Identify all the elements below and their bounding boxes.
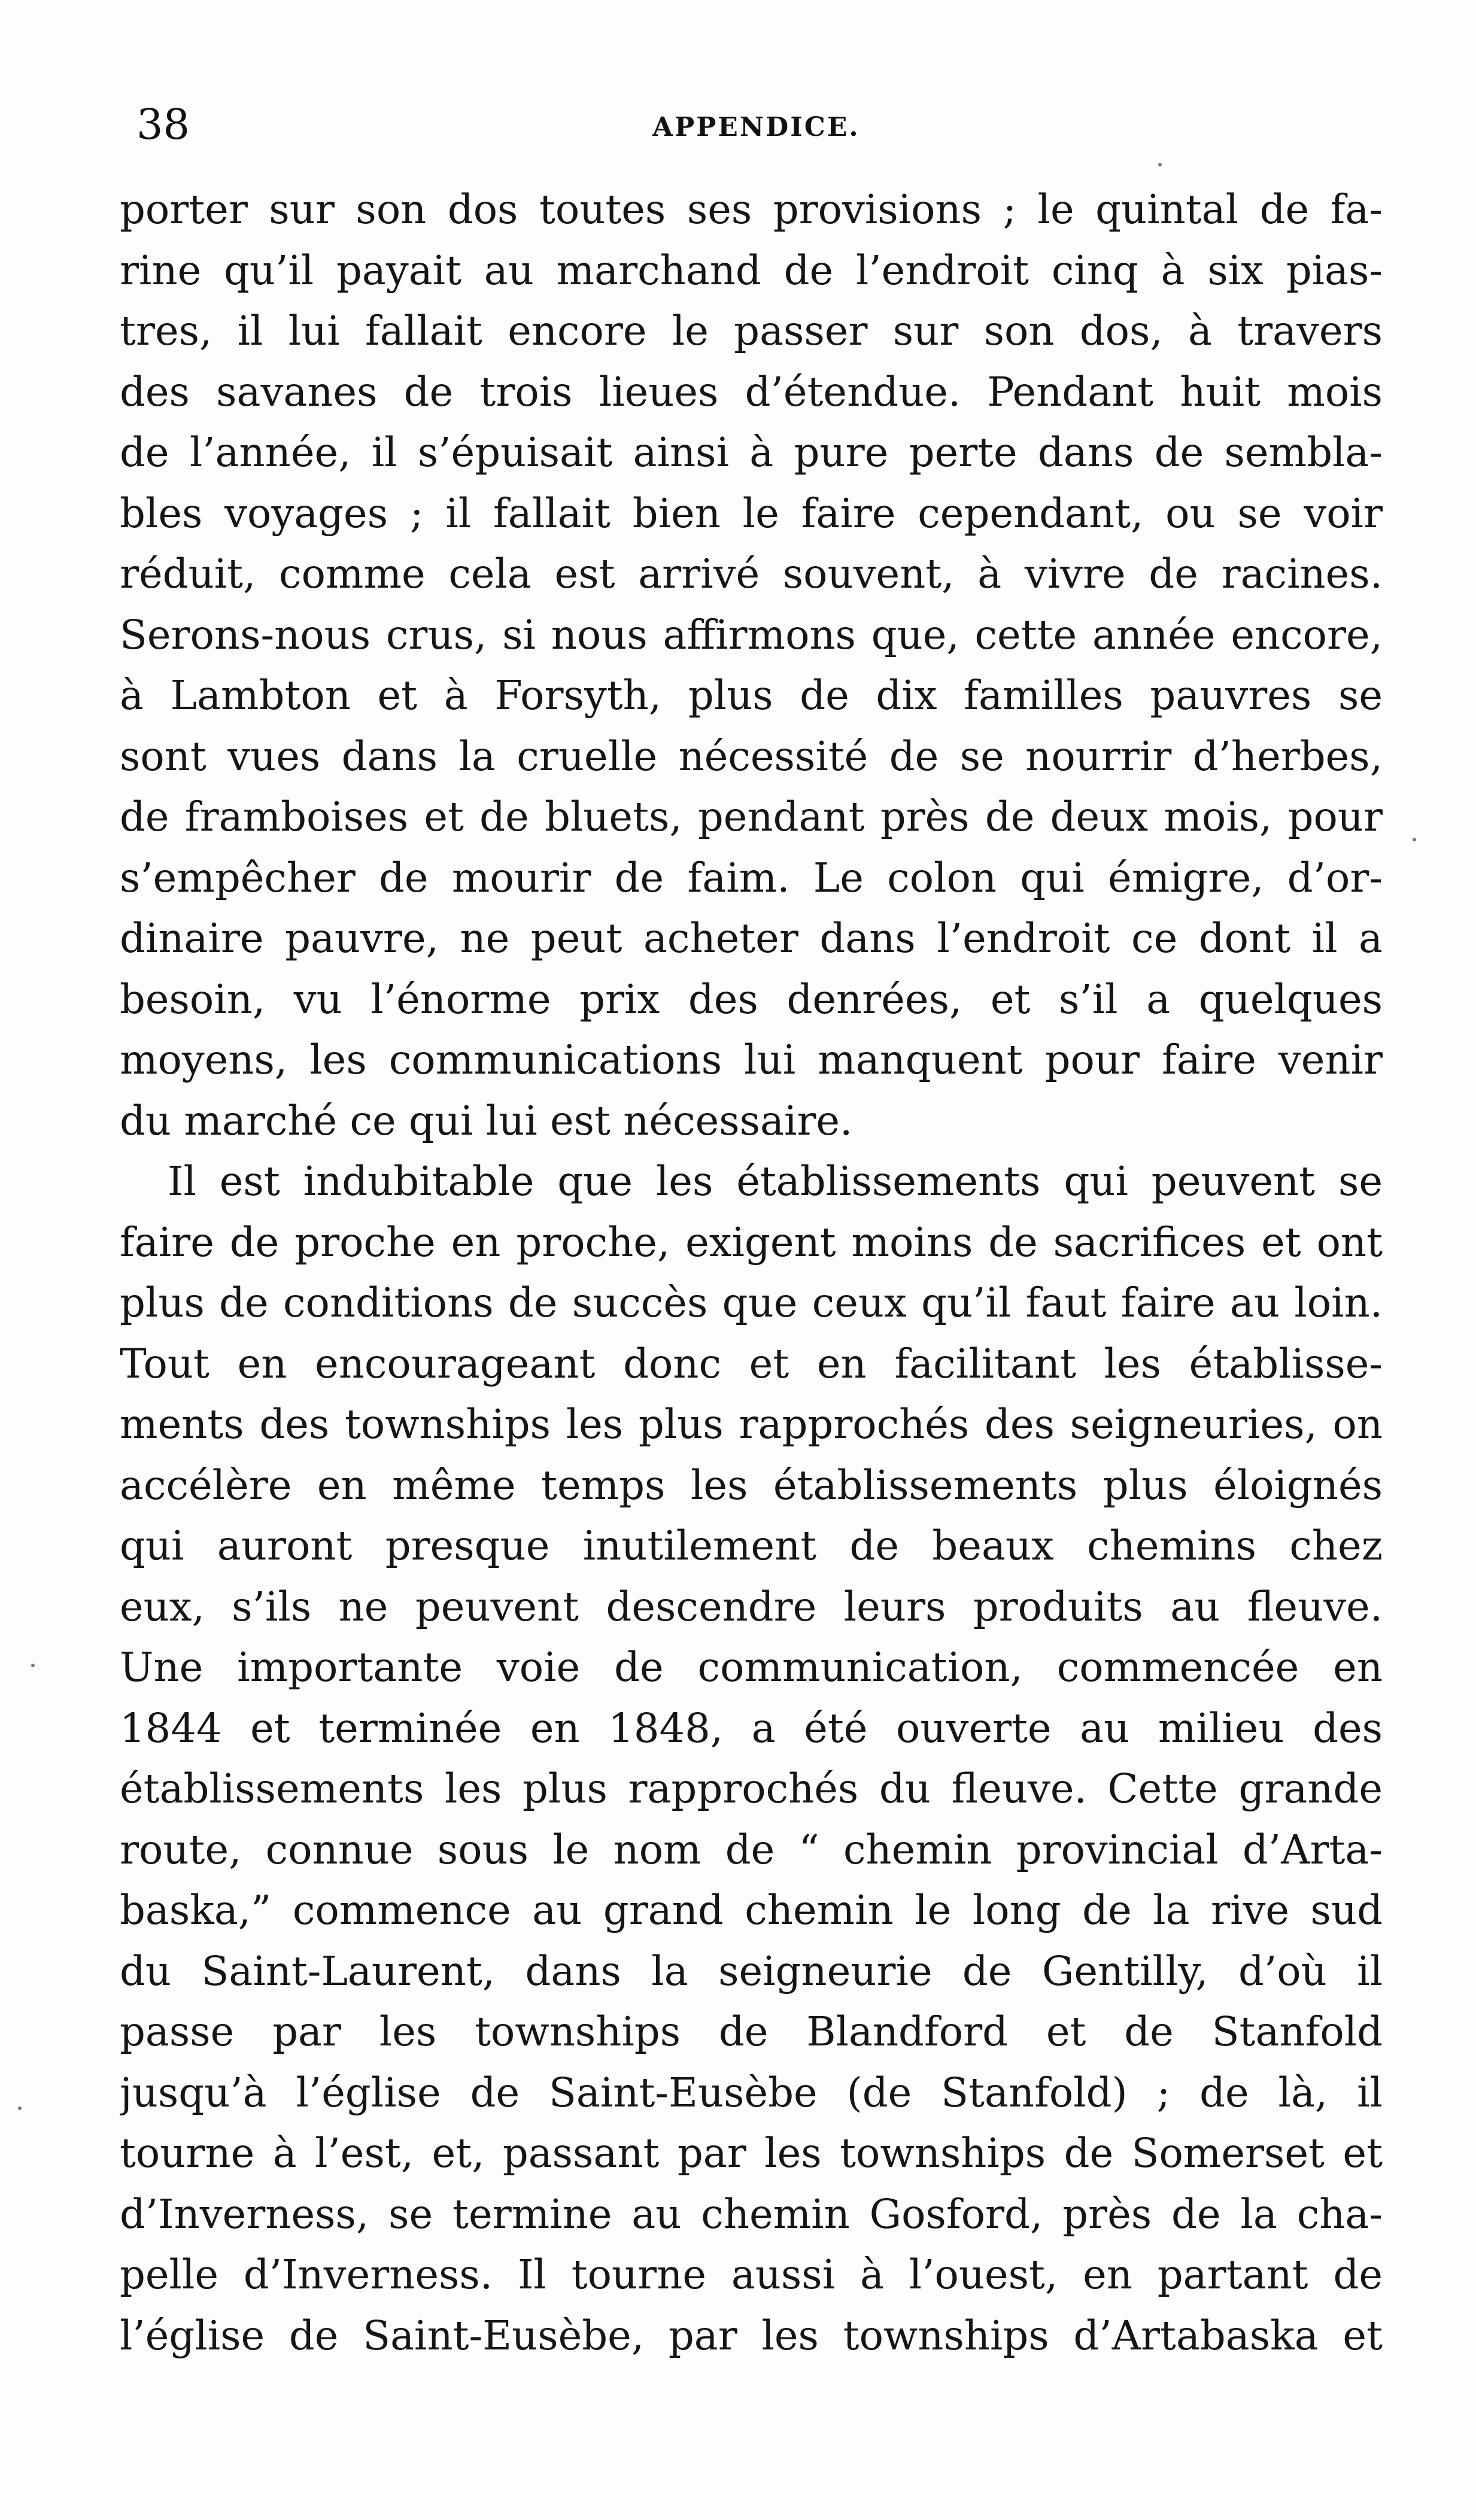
- body-text: [120, 180, 1383, 2366]
- text-line: du marché ce qui lui est nécessaire.: [120, 1097, 853, 1144]
- text-line: pelle d’Inverness. Il tourne aussi à l’ouest, en partant de: [120, 2251, 1383, 2298]
- text-line: eux, s’ils ne peuvent descendre leurs produits au fleuve.: [120, 1583, 1383, 1630]
- text-line: jusqu’à l’église de Saint-Eusèbe (de Stanfold) ; de là, il: [120, 2069, 1383, 2116]
- scan-speck: [31, 1664, 35, 1667]
- running-head: [120, 95, 1395, 154]
- text-line: l’église de Saint-Eusèbe, par les townships d’Artabaska et: [120, 2312, 1383, 2359]
- running-title: APPENDICE.: [652, 112, 860, 142]
- text-line: Il est indubitable que les établissements qui peuvent se: [168, 1158, 1383, 1205]
- paragraph-2: [120, 1151, 1383, 2366]
- text-line: sont vues dans la cruelle nécessité de se nourrir d’herbes,: [120, 732, 1383, 780]
- text-line: faire de proche en proche, exigent moins de sacrifices et ont: [120, 1218, 1383, 1266]
- text-line: plus de conditions de succès que ceux qu’il faut faire au loin.: [120, 1279, 1383, 1326]
- text-line: 1844 et terminée en 1848, a été ouverte au milieu des: [120, 1704, 1383, 1752]
- text-line: besoin, vu l’énorme prix des denrées, et s’il a quelques: [120, 975, 1383, 1023]
- scan-speck: [1413, 838, 1416, 841]
- scan-speck: [1158, 163, 1162, 166]
- text-line: Serons-nous crus, si nous affirmons que, cette année encore,: [120, 611, 1383, 658]
- text-line: qui auront presque inutilement de beaux chemins chez: [120, 1522, 1383, 1569]
- text-line: s’empêcher de mourir de faim. Le colon qui émigre, d’or-: [120, 854, 1383, 901]
- text-line: tres, il lui fallait encore le passer sur son dos, à travers: [120, 308, 1383, 354]
- paragraph-1: [120, 180, 1383, 1151]
- scan-speck: [18, 2106, 22, 2110]
- text-line: dinaire pauvre, ne peut acheter dans l’endroit ce dont il a: [120, 915, 1383, 962]
- text-line: du Saint-Laurent, dans la seigneurie de Gentilly, d’où il: [120, 1947, 1383, 1995]
- text-line: ments des townships les plus rapprochés des seigneuries, on: [120, 1401, 1383, 1448]
- text-line: accélère en même temps les établissements plus éloignés: [120, 1461, 1383, 1509]
- text-line: établissements les plus rapprochés du fleuve. Cette grande: [120, 1765, 1383, 1812]
- text-line: passe par les townships de Blandford et de Stanfold: [120, 2008, 1383, 2055]
- text-line: Tout en encourageant donc et en facilitant les établisse-: [120, 1340, 1383, 1387]
- text-line: Une importante voie de communication, commencée en: [120, 1644, 1383, 1691]
- text-line: rine qu’il payait au marchand de l’endroit cinq à six pias-: [120, 247, 1383, 294]
- text-line: route, connue sous le nom de “ chemin provincial d’Arta-: [120, 1826, 1383, 1873]
- page-number: 38: [136, 100, 190, 149]
- text-line: des savanes de trois lieues d’étendue. Pendant huit mois: [120, 368, 1383, 415]
- text-line: moyens, les communications lui manquent pour faire venir: [120, 1036, 1383, 1083]
- text-line: à Lambton et à Forsyth, plus de dix familles pauvres se: [120, 672, 1383, 719]
- text-line: de l’année, il s’épuisait ainsi à pure perte dans de sembla-: [120, 429, 1383, 476]
- text-line: porter sur son dos toutes ses provisions ; le quintal de fa-: [120, 186, 1383, 233]
- text-line: tourne à l’est, et, passant par les townships de Somerset et: [120, 2130, 1383, 2176]
- text-line: d’Inverness, se termine au chemin Gosford, près de la cha-: [120, 2190, 1383, 2238]
- text-line: de framboises et de bluets, pendant près de deux mois, pour: [120, 794, 1383, 840]
- text-line: réduit, comme cela est arrivé souvent, à vivre de racines.: [120, 551, 1383, 597]
- text-line: bles voyages ; il fallait bien le faire cependant, ou se voir: [120, 490, 1383, 537]
- text-line: baska,” commence au grand chemin le long de la rive sud: [120, 1887, 1383, 1934]
